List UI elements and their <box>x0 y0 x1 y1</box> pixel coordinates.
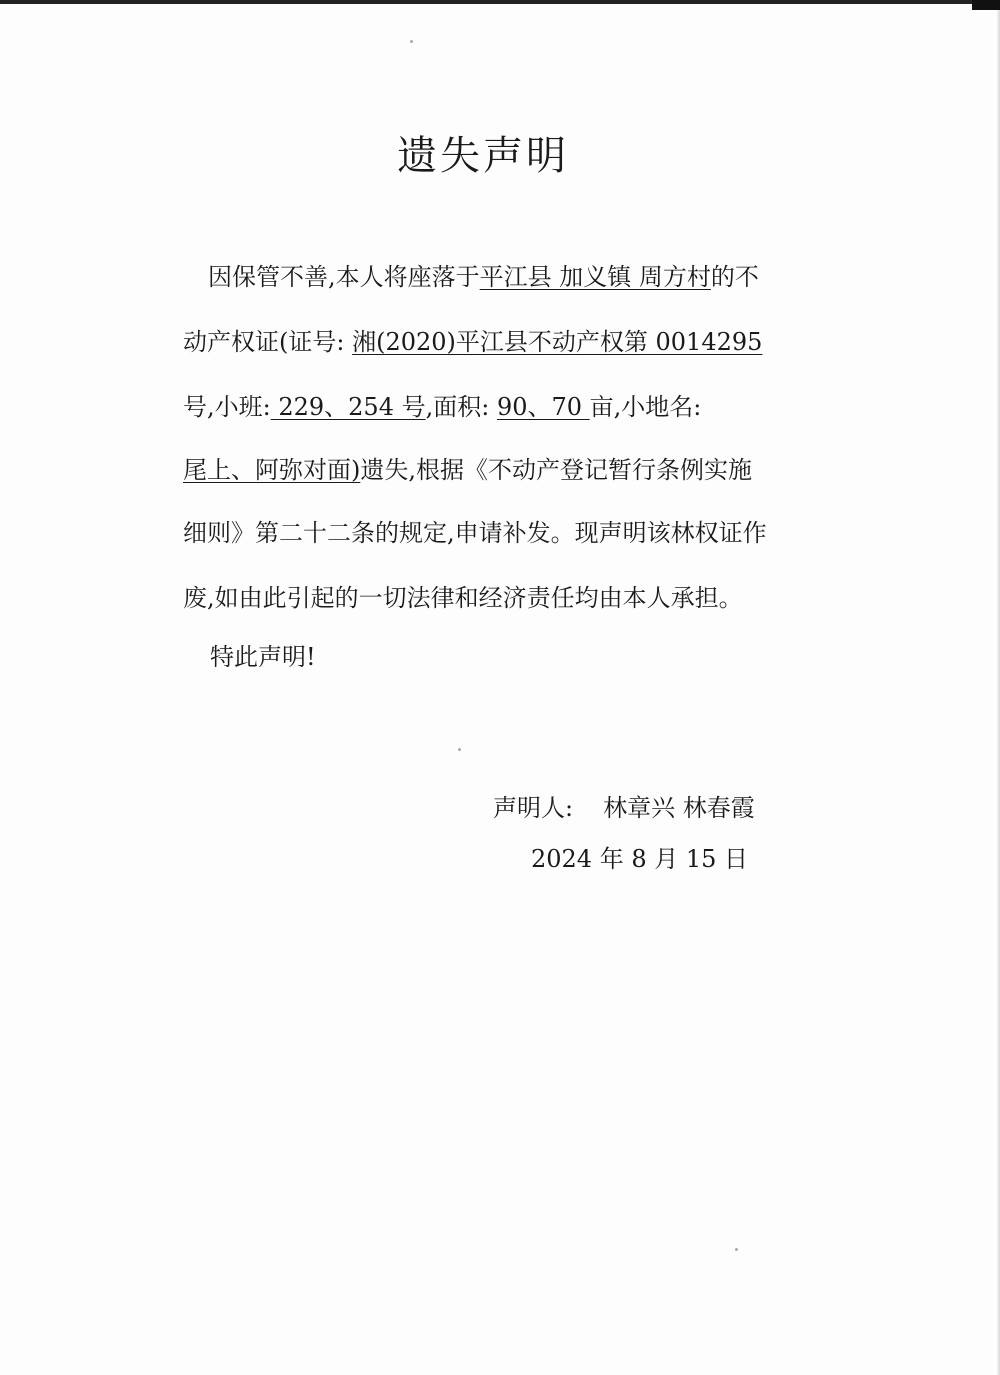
body-line-3-text-a: 号,小班: <box>183 393 271 421</box>
scan-speck <box>735 1248 738 1251</box>
scan-speck <box>458 748 461 751</box>
sub-compartment-underlined: 229、254 号 <box>270 393 426 421</box>
body-line-1-text-a: 因保管不善,本人将座落于 <box>208 263 480 291</box>
scan-top-edge <box>0 0 1000 4</box>
scan-corner-mark <box>972 0 1000 10</box>
body-line-5: 细则》第二十二条的规定,申请补发。现声明该林权证作 <box>183 519 767 547</box>
scan-speck <box>410 40 413 43</box>
body-line-4-text-b: 遗失,根据《不动产登记暂行条例实施 <box>360 456 753 484</box>
declarant-label: 声明人: <box>493 794 574 822</box>
document-title: 遗失声明 <box>397 133 569 179</box>
declaration-date: 2024 年 8 月 15 日 <box>531 845 749 873</box>
body-line-4 <box>183 453 752 487</box>
body-line-3 <box>183 390 701 424</box>
area-underlined: 90、70 <box>496 393 590 421</box>
declarant-names: 林章兴 林春霞 <box>603 794 755 822</box>
declarant <box>493 791 755 825</box>
body-line-3-text-c: ,面积: <box>425 393 497 421</box>
closing-statement: 特此声明! <box>210 643 316 671</box>
body-line-6: 废,如由此引起的一切法律和经济责任均由本人承担。 <box>183 584 743 612</box>
body-line-3-text-e: 亩,小地名: <box>589 393 702 421</box>
body-line-1 <box>208 260 759 294</box>
certificate-number-underlined: 湘(2020)平江县不动产权第 0014295 <box>352 328 763 356</box>
place-name-underlined: 尾上、阿弥对面) <box>183 456 361 484</box>
body-line-2-text-a: 动产权证(证号: <box>183 328 353 356</box>
location-underlined: 平江县 加义镇 周方村 <box>479 263 711 291</box>
body-line-1-text-c: 的不 <box>710 263 759 291</box>
body-line-2 <box>183 325 762 359</box>
